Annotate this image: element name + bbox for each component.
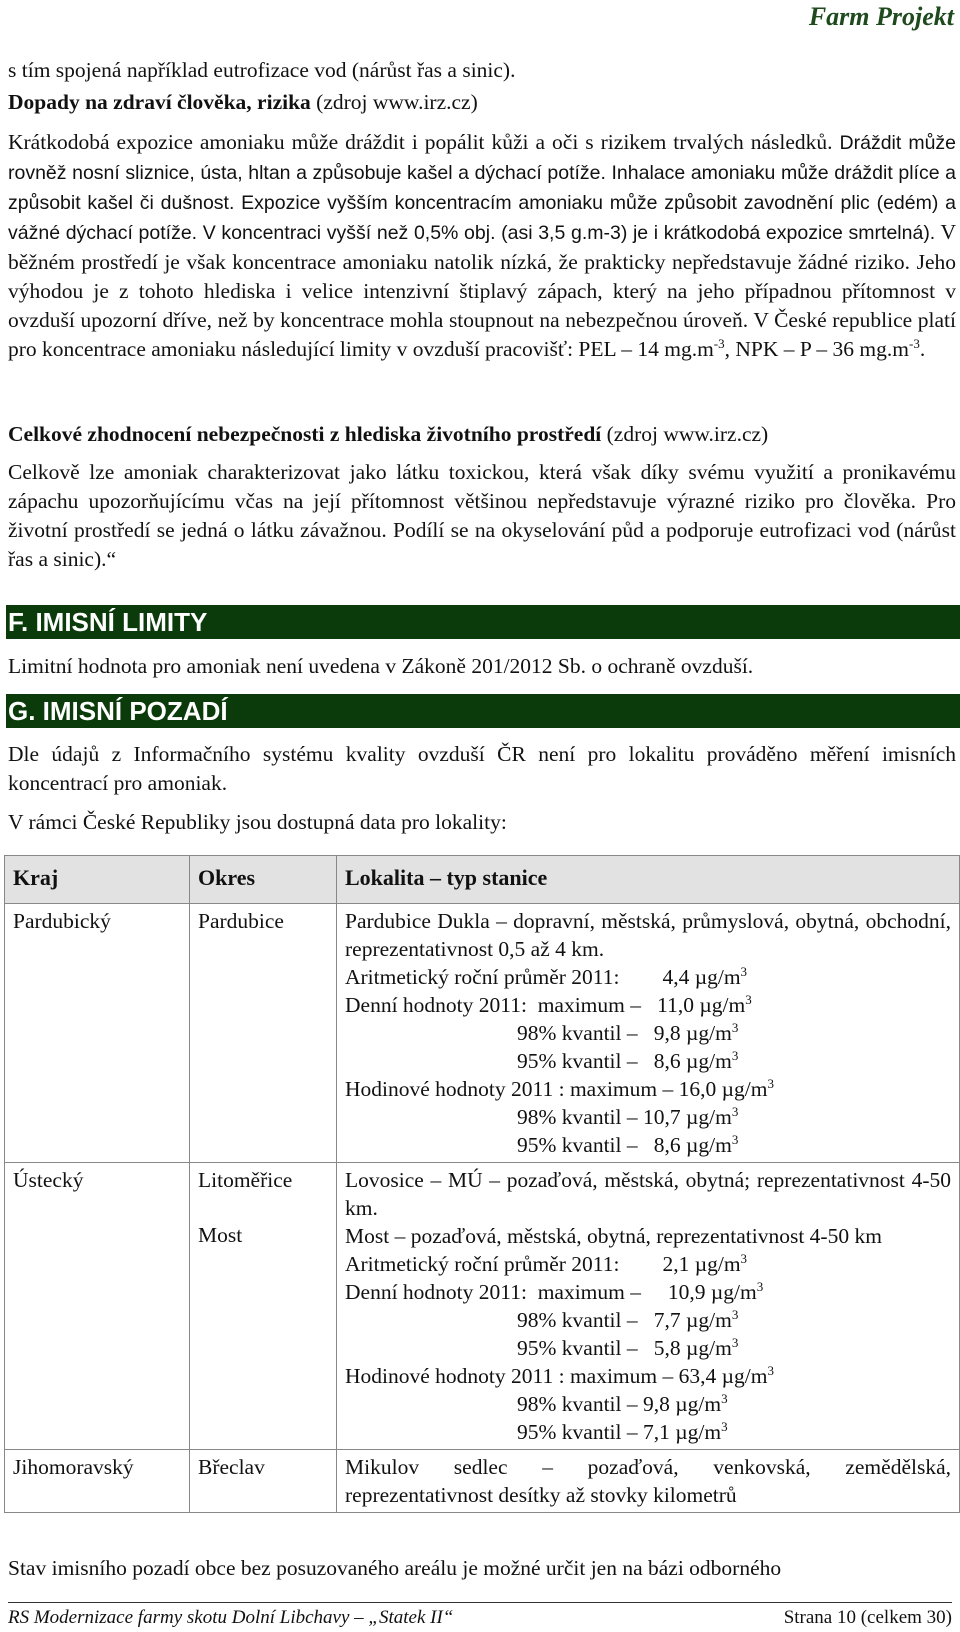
table-header-row [5, 856, 960, 904]
table-row [5, 1450, 960, 1513]
health-paragraph [8, 128, 956, 364]
cell-lokalita [337, 1450, 960, 1513]
station-desc: Mikulov sedlec – pozaďová, venkovská, zemědělská, reprezentativnost desítky až stovky kilometrů [345, 1455, 951, 1507]
stat-unit: µg/m [686, 1105, 732, 1129]
stat-unit-sup: 3 [721, 1390, 728, 1406]
stat-unit: µg/m [699, 993, 746, 1017]
okres-name: Břeclav [198, 1455, 265, 1479]
stat-unit-sup: 3 [721, 1418, 728, 1434]
stat-text: 95% kvantil – 5,8 [345, 1336, 686, 1360]
header-lokalita: Lokalita – typ stanice [337, 856, 960, 904]
stat-unit: µg/m [686, 1049, 732, 1073]
stat-unit-sup: 3 [731, 1131, 739, 1147]
cell-lokalita [337, 904, 960, 1163]
sup-1: -3 [713, 335, 725, 351]
stat-text: Aritmetický roční průměr 2011: 2,1 [345, 1252, 695, 1276]
cell-kraj: Jihomoravský [5, 1450, 190, 1513]
stat-text: 98% kvantil – 9,8 [345, 1392, 676, 1416]
closing-text: Stav imisního pozadí obce bez posuzovaného areálu je možné určit jen na bázi odborného [8, 1556, 782, 1580]
stat-unit-sup: 3 [731, 1334, 739, 1350]
stat-text: Denní hodnoty 2011: maximum – 11,0 [345, 993, 700, 1017]
stat-unit: µg/m [710, 1280, 757, 1304]
stat-unit: µg/m [686, 1308, 732, 1332]
footer-right: Strana 10 (celkem 30) [783, 1607, 952, 1628]
stat-line [345, 1075, 951, 1103]
stat-text: 95% kvantil – 8,6 [345, 1133, 686, 1157]
stat-line [345, 1019, 951, 1047]
cell-okres [190, 1163, 337, 1450]
table-row [5, 1163, 960, 1450]
stat-unit-sup: 3 [740, 1250, 748, 1266]
table-body [5, 904, 960, 1513]
health-text-mid: , NPK – P – 36 mg.m [724, 337, 910, 361]
stat-unit-sup: 3 [767, 1362, 774, 1378]
okres-name: Pardubice [198, 909, 284, 933]
stat-text: 98% kvantil – 10,7 [345, 1105, 686, 1129]
health-heading: Dopady na zdraví člověka, rizika [8, 90, 311, 114]
stat-text: Denní hodnoty 2011: maximum – 10,9 [345, 1280, 711, 1304]
cell-okres [190, 1450, 337, 1513]
stat-line [345, 1131, 951, 1159]
footer-left: RS Modernizace farmy skotu Dolní Libchavy – „Statek II“ [8, 1607, 454, 1628]
stat-line [345, 963, 951, 991]
stat-text: Aritmetický roční průměr 2011: 4,4 [345, 965, 695, 989]
stat-line [345, 1362, 951, 1390]
stat-unit-sup: 3 [745, 991, 752, 1007]
stat-line [345, 1278, 951, 1306]
section-g-text2: V rámci České Republiky jsou dostupná data pro lokality: [8, 810, 507, 834]
section-g-text: Dle údajů z Informačního systému kvality ovzduší ČR není pro lokalitu prováděno měření imisních koncentrací pro amoniak. [8, 742, 956, 795]
health-heading-line [8, 88, 956, 117]
cell-lokalita [337, 1163, 960, 1450]
station-desc-2: Most – pozaďová, městská, obytná, reprezentativnost 4-50 km [345, 1224, 882, 1248]
stat-line [345, 1250, 951, 1278]
stat-unit-sup: 3 [767, 1075, 774, 1091]
health-text-c: V běžném prostředí je však koncentrace amoniaku natolik nízká, že prakticky nepředstavuje žádné riziko. Jeho výhodou je z tohoto hlediska i velice intenzivní štiplavý zápach, který na jeho případnou přítomnost v ovzduší upozorní dříve, než by koncentrace mohla stoupnout na nebezpečnou úroveň. V České republice platí pro koncentrace amoniaku následující limity v ovzduší pracovišť: PEL – 14 mg.m [8, 220, 956, 361]
stat-unit: µg/m [686, 1336, 732, 1360]
stat-unit: µg/m [686, 1133, 732, 1157]
stations-table [4, 855, 960, 1513]
stat-line [345, 1334, 951, 1362]
intro-line: s tím spojená například eutrofizace vod (nárůst řas a sinic). [8, 58, 516, 82]
health-text-end: . [919, 337, 926, 361]
stat-unit-sup: 3 [740, 963, 748, 979]
health-text-b: Dráždit může rovněž nosní sliznice, ústa, hltan a způsobuje kašel a dýchací potíže. Inhalace amoniaku může dráždit plíce a způsobit kašel či dušnost. Expozice vyšším koncentracím amoniaku může způsobit zavodnění plic (edém) a vážné dýchací potíže. V koncentraci vyšší než 0,5% obj. (asi 3,5 g.m-3) je i krátkodobá expozice smrtelná). [8, 132, 957, 244]
stat-line [345, 991, 951, 1019]
stat-unit-sup: 3 [756, 1278, 764, 1294]
stat-unit-sup: 3 [731, 1019, 739, 1035]
health-source: (zdroj www.irz.cz) [310, 90, 478, 114]
stat-line [345, 1047, 951, 1075]
stat-unit-sup: 3 [731, 1306, 739, 1322]
stat-text: 95% kvantil – 7,1 [345, 1420, 676, 1444]
stat-unit: µg/m [675, 1392, 722, 1416]
section-g-title: G. IMISNÍ POZADÍ [6, 694, 960, 728]
footer [8, 1602, 952, 1629]
stat-unit: µg/m [686, 1021, 732, 1045]
station-desc: Lovosice – MÚ – pozaďová, městská, obytná; reprezentativnost 4-50 km. [345, 1168, 951, 1220]
overall-heading-line [8, 420, 956, 449]
cell-kraj: Ústecký [5, 1163, 190, 1450]
sup-2: -3 [909, 335, 920, 351]
stat-text: 95% kvantil – 8,6 [345, 1049, 686, 1073]
header-kraj: Kraj [5, 856, 190, 904]
stat-line [345, 1418, 951, 1446]
overall-source: (zdroj www.irz.cz) [601, 422, 769, 446]
table-row [5, 904, 960, 1163]
stat-line [345, 1103, 951, 1131]
stat-text: 98% kvantil – 7,7 [345, 1308, 686, 1332]
cell-okres [190, 904, 337, 1163]
stat-unit: µg/m [721, 1364, 768, 1388]
stat-text: 98% kvantil – 9,8 [345, 1021, 686, 1045]
stat-unit-sup: 3 [731, 1103, 739, 1119]
health-text-a: Krátkodobá expozice amoniaku může dráždit i popálit kůži a oči s rizikem trvalých následků. [8, 130, 833, 154]
stat-line [345, 1306, 951, 1334]
station-desc: Pardubice Dukla – dopravní, městská, průmyslová, obytná, obchodní, reprezentativnost 0,5 až 4 km. [345, 909, 951, 961]
section-f-title: F. IMISNÍ LIMITY [6, 605, 960, 639]
stat-unit-sup: 3 [731, 1047, 739, 1063]
stat-unit: µg/m [675, 1420, 722, 1444]
section-f-text: Limitní hodnota pro amoniak není uvedena v Zákoně 201/2012 Sb. o ochraně ovzduší. [8, 654, 754, 678]
stat-text: Hodinové hodnoty 2011 : maximum – 63,4 [345, 1364, 722, 1388]
stat-unit: µg/m [694, 1252, 741, 1276]
stat-text: Hodinové hodnoty 2011 : maximum – 16,0 [345, 1077, 722, 1101]
stat-line [345, 1390, 951, 1418]
okres-name: Litoměřice [198, 1168, 293, 1192]
okres-name-2: Most [198, 1223, 243, 1247]
header-okres: Okres [190, 856, 337, 904]
stat-unit: µg/m [694, 965, 741, 989]
header-brand: Farm Projekt [808, 2, 954, 31]
overall-heading: Celkové zhodnocení nebezpečnosti z hlediska životního prostředí [8, 422, 602, 446]
stat-unit: µg/m [721, 1077, 768, 1101]
cell-kraj: Pardubický [5, 904, 190, 1163]
overall-paragraph: Celkově lze amoniak charakterizovat jako látku toxickou, která však díky svému využití a pronikavému zápachu upozorňujícímu včas na její přítomnost většinou nepředstavuje výrazné riziko pro člověka. Pro životní prostředí se jedná o látku závažnou. Podílí se na okyselování půd a podporuje eutrofizaci vod (nárůst řas a sinic).“ [8, 460, 956, 571]
